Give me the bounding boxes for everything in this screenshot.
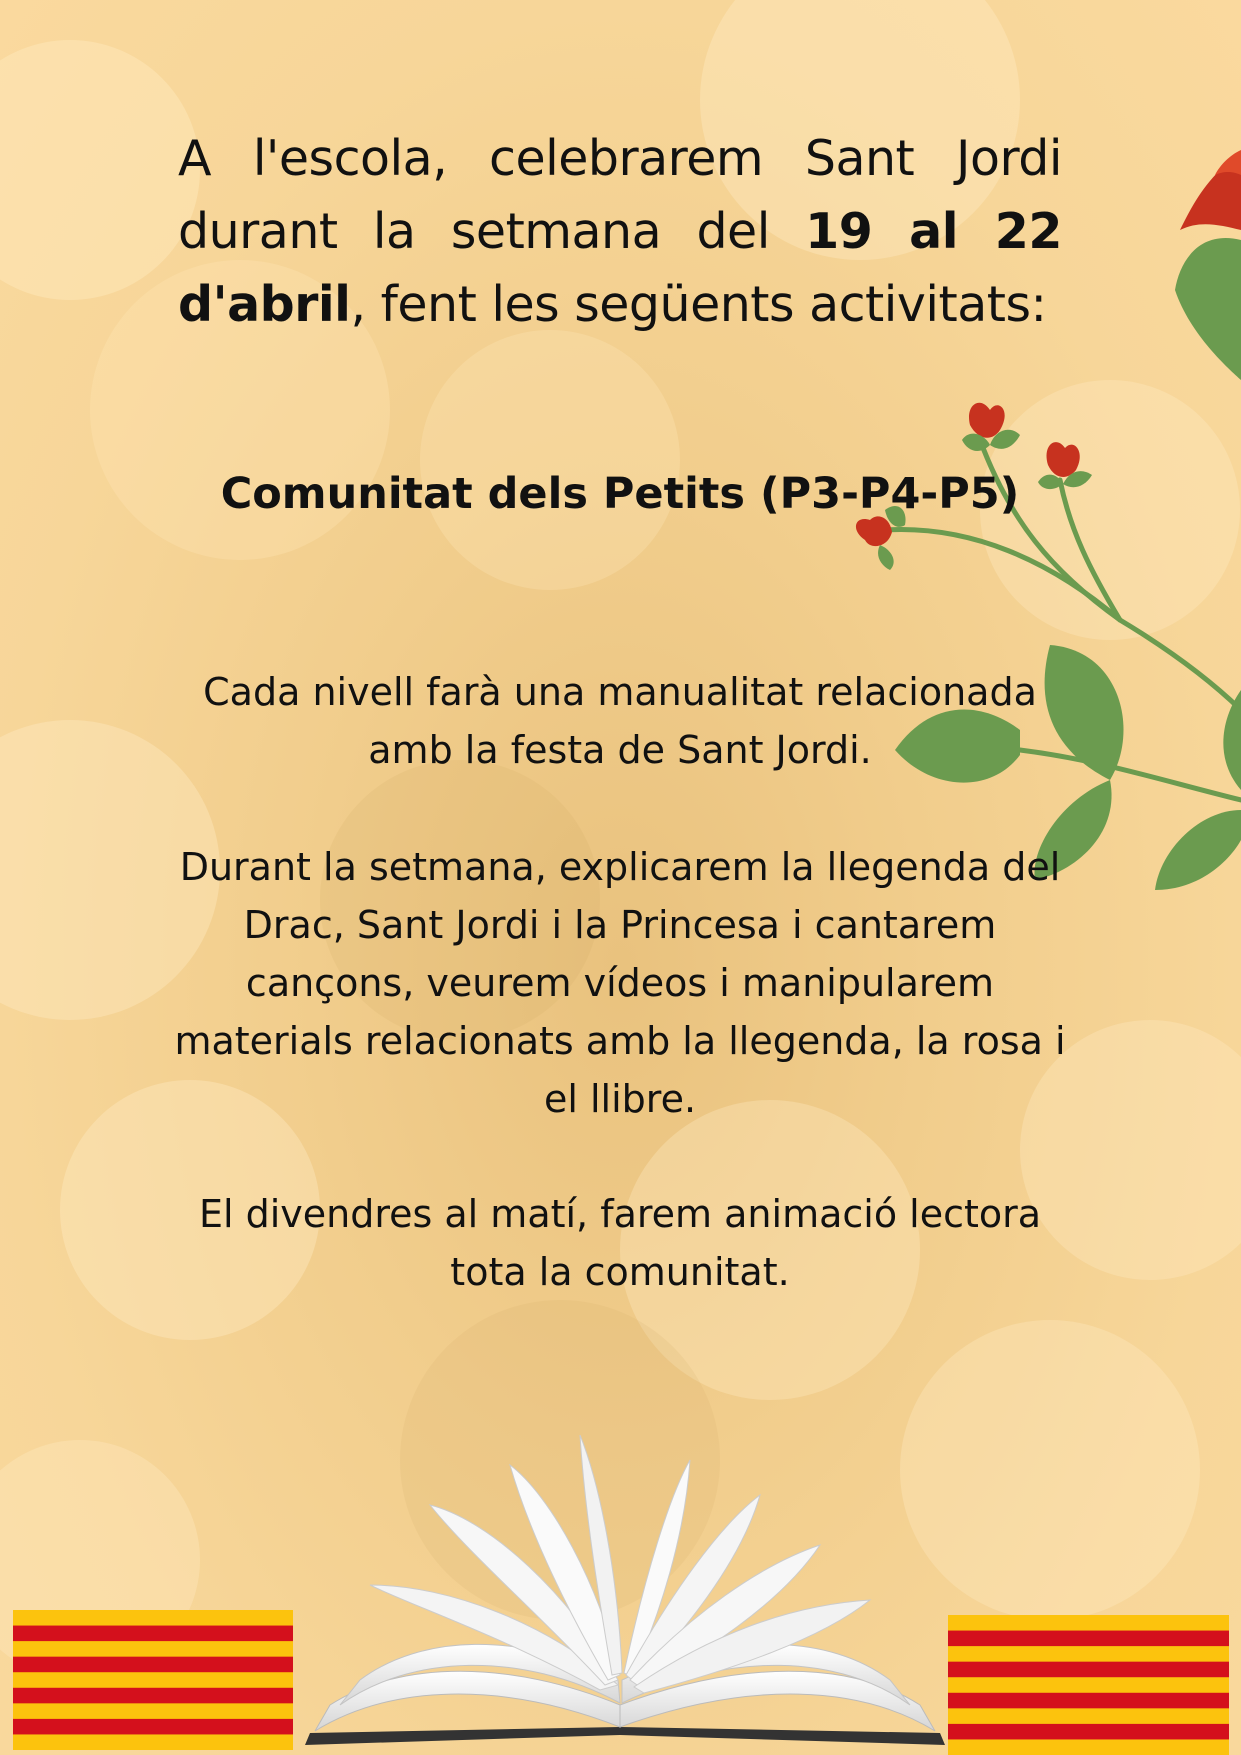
- paragraph-crafts: Cada nivell farà una manualitat relacionada amb la festa de Sant Jordi.: [203, 670, 1037, 772]
- paragraph-legend: Durant la setmana, explicarem la llegenda del Drac, Sant Jordi i la Princesa i cantarem cançons, veurem vídeos i manipularem materials relacionats amb la llegenda, la rosa i el llibre.: [174, 845, 1066, 1121]
- intro-text: [178, 122, 1062, 341]
- paragraph-reading: El divendres al matí, farem animació lectora tota la comunitat.: [198, 1192, 1042, 1294]
- open-book-icon: [300, 1435, 950, 1750]
- intro-tail: , fent les següents activitats:: [350, 276, 1047, 333]
- intro-dates: 19 al 22 d'abril: [178, 203, 1062, 333]
- rose-icon: [1160, 150, 1241, 390]
- senyera-flag-left: [13, 1610, 293, 1750]
- section-title: Comunitat dels Petits (P3-P4-P5): [220, 469, 1020, 519]
- senyera-flag-right: [948, 1615, 1229, 1755]
- intro-lead: A l'escola, celebrarem Sant Jordi durant la setmana del: [178, 130, 1062, 260]
